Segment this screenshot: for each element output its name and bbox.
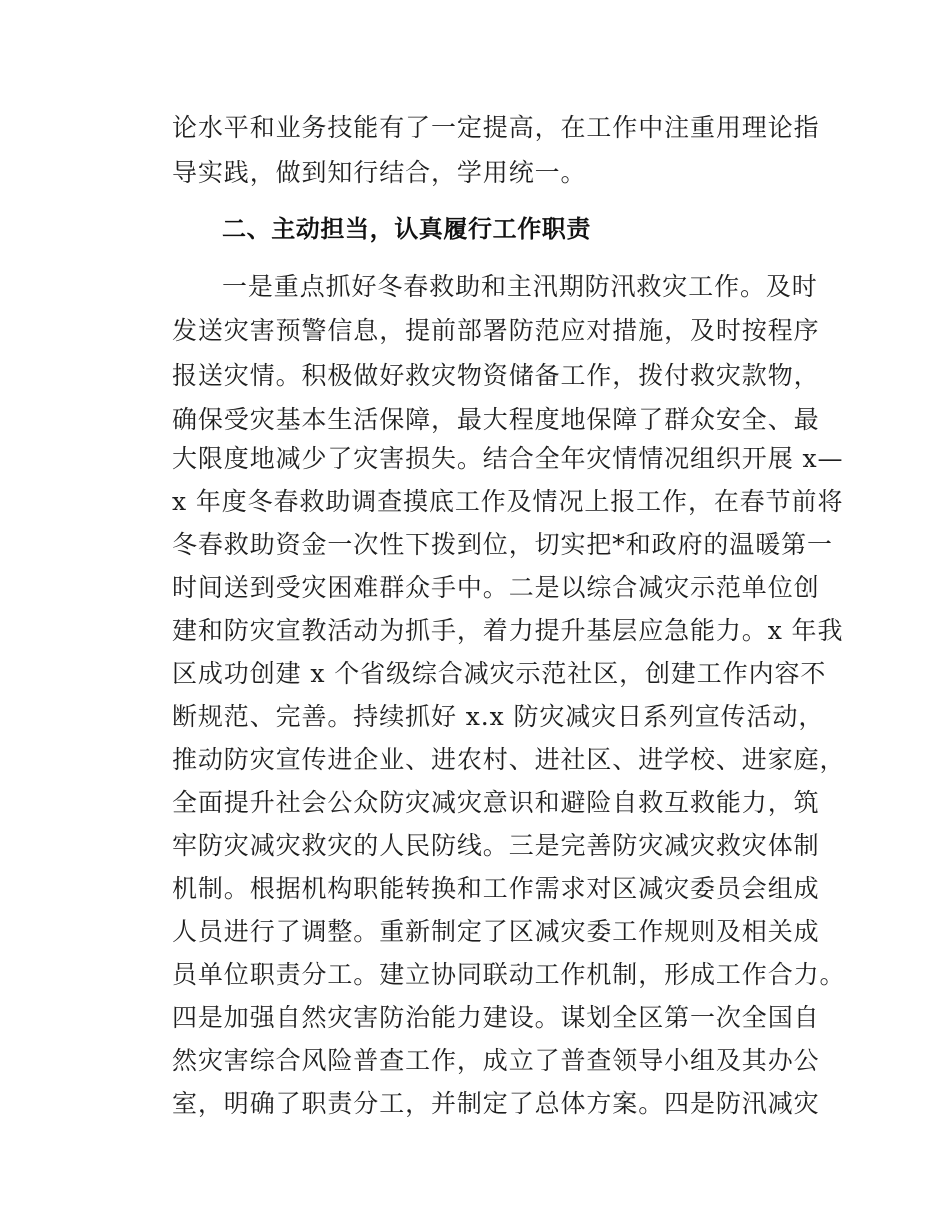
text-line: 报送灾情。积极做好救灾物资储备工作，拨付救灾款物， bbox=[172, 361, 820, 390]
text-line: 冬春救助资金一次性下拨到位，切实把*和政府的温暖第一 bbox=[172, 530, 833, 559]
text-line: 区成功创建 x 个省级综合减灾示范社区，创建工作内容不 bbox=[172, 659, 827, 688]
text-line: 建和防灾宣教活动为抓手，着力提升基层应急能力。x 年我 bbox=[172, 616, 844, 645]
text-line: 导实践，做到知行结合，学用统一。 bbox=[172, 158, 587, 187]
section-heading: 二、主动担当，认真履行工作职责 bbox=[222, 215, 591, 243]
text-line: 机制。根据机构职能转换和工作需求对区减灾委员会组成 bbox=[172, 874, 820, 903]
text-line: 室，明确了职责分工，并制定了总体方案。四是防汛减灾 bbox=[172, 1089, 820, 1118]
text-line: x 年度冬春救助调查摸底工作及情况上报工作，在春节前将 bbox=[172, 487, 844, 516]
text-line: 一是重点抓好冬春救助和主汛期防汛救灾工作。及时 bbox=[222, 272, 818, 301]
text-line: 然灾害综合风险普查工作，成立了普查领导小组及其办公 bbox=[172, 1046, 820, 1075]
text-line: 时间送到受灾困难群众手中。二是以综合减灾示范单位创 bbox=[172, 573, 820, 602]
text-line: 牢防灾减灾救灾的人民防线。三是完善防灾减灾救灾体制 bbox=[172, 831, 820, 860]
text-line: 人员进行了调整。重新制定了区减灾委工作规则及相关成 bbox=[172, 917, 820, 946]
text-line: 员单位职责分工。建立协同联动工作机制，形成工作合力。 bbox=[172, 960, 846, 989]
text-line: 确保受灾基本生活保障，最大程度地保障了群众安全、最 bbox=[172, 405, 820, 434]
text-line: 论水平和业务技能有了一定提高，在工作中注重用理论指 bbox=[172, 113, 820, 142]
text-line: 发送灾害预警信息，提前部署防范应对措施，及时按程序 bbox=[172, 316, 820, 345]
text-line: 全面提升社会公众防灾减灾意识和避险自救互救能力，筑 bbox=[172, 788, 820, 817]
text-line: 断规范、完善。持续抓好 x.x 防灾减灾日系列宣传活动， bbox=[172, 702, 825, 731]
text-line: 推动防灾宣传进企业、进农村、进社区、进学校、进家庭， bbox=[172, 745, 846, 774]
text-line: 四是加强自然灾害防治能力建设。谋划全区第一次全国自 bbox=[172, 1003, 820, 1032]
text-line: 大限度地减少了灾害损失。结合全年灾情情况组织开展 x— bbox=[172, 444, 844, 473]
